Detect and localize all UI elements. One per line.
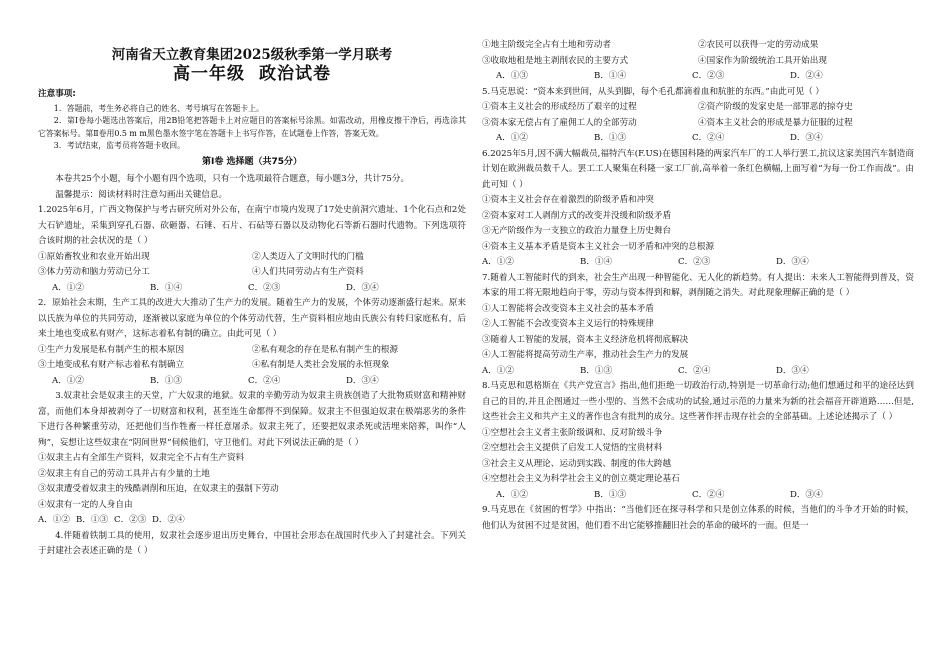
question-options	[482, 426, 914, 488]
question-options	[38, 343, 466, 374]
option: ④资本主义基本矛盾是资本主义社会一切矛盾和冲突的总根源	[482, 241, 715, 252]
option: ③体力劳动和脑力劳动已分工	[38, 267, 150, 278]
option: ②私有观念的存在是私有制产生的根源	[252, 344, 399, 355]
option: ②空想社会主义提供了启发工人觉悟的宝贵材料	[482, 443, 663, 453]
answer-choice: C．②③	[678, 257, 711, 267]
answer-choice: C．②④	[248, 375, 281, 386]
subject-label: 政治试卷	[259, 64, 331, 84]
answer-choice: A．①②	[482, 257, 514, 267]
option: ①资本主义社会的形成经历了艰辛的过程	[482, 102, 637, 112]
option: ④资本主义社会的形成是暴力征服的过程	[698, 117, 853, 128]
answer-choice: A．①②	[52, 282, 84, 293]
question-7	[482, 271, 914, 380]
question-4	[38, 529, 466, 560]
answer-choice: C．②④	[678, 365, 711, 376]
question-stem: 1.2025年6月，广西文物保护与考古研究所对外公布，在南宁市境内发现了17处史前洞穴遗址、1个化石点和2处大石铲遗址，采集到穿孔石器、砍砸器、石锤、石片、石砧等石器以及动物化石等新石器时代遗物。下列选项符合该时期的社会状况的是（ ）	[38, 205, 466, 247]
answer-choice: D．③④	[776, 365, 809, 376]
option: ③土地变成私有财产标志着私有制确立	[38, 360, 185, 371]
answer-choice: C．②③	[248, 282, 281, 293]
option: ④人工智能将提高劳动生产率，推动社会生产力的发展	[482, 350, 689, 360]
answer-choices	[482, 255, 914, 271]
answer-choice: A．①②	[496, 489, 528, 500]
question-stem: 6.2025年5月,因不满大幅裁员,福特汽车(F.US)在德国科隆的两家汽车厂的工人举行罢工,抗议这家美国汽车制造商计划在欧洲裁员数千人。罢工工人聚集在科隆一家工厂前,高举着一条红色横幅,上面写着“为每一份工作而战”。由此可知（ ）	[482, 148, 914, 190]
question-stem: 5.马克思说：“资本来到世间，从头到脚，每个毛孔都滴着血和肮脏的东西。”由此可见（ ）	[482, 86, 824, 97]
option: ②人工智能不会改变资本主义运行的特殊规律	[482, 319, 654, 329]
answer-choice: C．②④	[692, 133, 725, 143]
question-stem: 2．原始社会末期，生产工具的改进大大推动了生产力的发展。随着生产力的发展，个体劳动逐渐盛行起来。原来以氏族为单位的共同劳动，逐渐被以家庭为单位的个体劳动代替，生产资料相应地由氏族公有转归家庭私有，后来土地也变成私有财产，这标志着私有制的确立。由此可见（ ）	[38, 298, 466, 340]
question-stem: 3.奴隶社会是奴隶主的天堂，广大奴隶的地狱。奴隶的辛勤劳动为奴隶主贵族创造了大批物质财富和精神财富，而他们本身却被剥夺了一切财富和权利，甚至连生命都得不到保障。奴隶主不但强迫奴隶在极端恶劣的条件下进行各种繁重劳动，还把他们当作牲畜一样任意屠杀。奴隶主死了，还要把奴隶杀死或活埋来陪葬，叫作“人殉”，妄想让这些奴隶在“阴间世界”伺候他们，守卫他们。对此下列说法正确的是（ ）	[38, 391, 466, 448]
option: ④空想社会主义为科学社会主义的创立奠定理论基石	[482, 474, 680, 484]
answer-choice: A．①②	[52, 375, 84, 386]
answer-choice: D．③④	[346, 375, 379, 386]
question-options	[482, 193, 914, 255]
option: ④奴隶有一定的人身自由	[38, 499, 133, 510]
answer-choices	[482, 69, 914, 85]
question-stem: 9.马克思在《贫困的哲学》中指出：“当他们还在探寻科学和只是创立体系的时候，当他们的斗争才开始的时候，他们认为贫困不过是贫困，他们看不出它能够推翻旧社会的革命的破坏的一面。但是一	[482, 505, 914, 531]
answer-choice: D．③④	[790, 489, 823, 500]
question-6	[482, 147, 914, 271]
question-9	[482, 503, 914, 534]
answer-choice: B．①④	[150, 282, 183, 293]
notes-list	[38, 103, 466, 153]
option: ④私有制是人类社会发展的永恒现象	[252, 360, 390, 371]
answer-choice: B．①③	[150, 375, 183, 386]
question-2	[38, 296, 466, 389]
option: ①人工智能将会改变资本主义社会的基本矛盾	[482, 303, 654, 314]
answer-choice: A．①②	[496, 133, 528, 143]
question-stem: 4.伴随着铁制工具的使用，奴隶社会逐步退出历史舞台，中国社会形态在战国时代步入了封建社会。下列关于封建社会表述正确的是（ ）	[38, 530, 466, 557]
option: ①原始畜牧业和农业开始出现	[38, 251, 150, 262]
answer-choices	[482, 131, 914, 147]
question-5	[482, 85, 914, 147]
answer-choice: B．①③	[580, 365, 613, 376]
question-options	[38, 250, 466, 281]
note-item: 1．答题前，考生务必将自己的姓名、考号填写在答题卡上。	[53, 103, 264, 113]
note-item: 3．考试结束，监考员将答题卡收回。	[53, 141, 186, 151]
left-column	[38, 0, 466, 560]
question-3	[38, 389, 466, 529]
exam-subtitle	[38, 64, 466, 85]
option: ①奴隶主占有全部生产资料，奴隶完全不占有生产资料	[38, 453, 245, 464]
option: ③奴隶遭受着奴隶主的残酷剥削和压迫，在奴隶主的强制下劳动	[38, 484, 279, 495]
question-4-continued	[482, 38, 914, 85]
question-stem: 7.随着人工智能时代的到来，社会生产出现一种智能化、无人化的新趋势。有人提出：未来人工智能得到普及，资本家的用工将无限地趋向于零，劳动与资本得到和解，剥削随之消失。对此现象理解正确的是（ ）	[482, 272, 914, 298]
answer-choice: C．②③	[692, 71, 725, 81]
answer-choice: A．①②	[482, 365, 514, 376]
answer-choices	[38, 374, 466, 390]
answer-choice: B．①④	[580, 257, 613, 267]
answer-choice: A．①③	[496, 71, 528, 81]
question-options	[482, 38, 914, 69]
option: ①地主阶级完全占有土地和劳动者	[482, 40, 611, 50]
right-column	[482, 0, 914, 534]
option: ③无产阶级作为一支独立的政治力量登上历史舞台	[482, 226, 672, 236]
option: ②资本家对工人剥削方式的改变并没缓和阶级矛盾	[482, 210, 672, 221]
answer-choice: B．①③	[594, 489, 627, 500]
question-options	[38, 451, 466, 513]
answer-choice: D．②④	[152, 515, 185, 526]
option: ②资产阶级的发家史是一部罪恶的掠夺史	[698, 102, 853, 112]
answer-choice: D．③④	[346, 282, 379, 293]
section-title: 第Ⅰ卷 选择题（共75分）	[201, 156, 302, 167]
answer-choices	[38, 281, 466, 297]
option: ③社会主义从理论、运动到实践、制度的伟大跨越	[482, 458, 672, 469]
option: ③随着人工智能的发展，资本主义经济危机将彻底解决	[482, 334, 689, 345]
option: ②人类迈入了文明时代的门槛	[252, 251, 364, 262]
answer-choices	[482, 364, 914, 380]
answer-choice: D．③④	[790, 133, 823, 143]
question-options	[482, 100, 914, 131]
option: ③收取地租是地主剥削农民的主要方式	[482, 55, 629, 66]
answer-choice: D．③④	[776, 257, 809, 267]
question-1	[38, 203, 466, 296]
answer-choice: D．②④	[790, 71, 823, 81]
notes-heading: 注意事项:	[38, 89, 76, 99]
answer-choices	[482, 488, 914, 504]
option: ①生产力发展是私有制产生的根本原因	[38, 344, 185, 355]
exam-title: 河南省天立教育集团2025级秋季第一学月联考	[111, 47, 393, 63]
section-intro: 本卷共25个小题，每个小题有四个选项，只有一个选项最符合题意，每小题3分，共计75分。	[55, 174, 410, 185]
note-item: 2．第Ⅰ卷每小题选出答案后，用2B铅笔把答题卡上对应题目的答案标号涂黑。如需改动，用橡皮擦干净后，再选涂其它答案标号。第Ⅱ卷用0.5 m m黑色墨水签字笔在答题卡上书写作答，在试题卷上作答，答案无效。	[38, 116, 466, 138]
grade-label: 高一年级	[173, 64, 245, 84]
answer-choices	[38, 513, 466, 529]
option: ②奴隶主有自己的劳动工具并占有少量的土地	[38, 468, 210, 479]
option: ②农民可以获得一定的劳动成果	[698, 40, 819, 50]
option: ①资本主义社会存在着激烈的阶级矛盾和冲突	[482, 195, 654, 205]
question-stem: 8.马克思和恩格斯在《共产党宣言》指出,他们拒绝一切政治行动,特别是一切革命行动;他们想通过和平的途径达到自己的目的,并且企图通过一些小型的、当然不会成功的试验,通过示范的力量来为新的社会福音开辟道路……但是,这些社会主义和共产主义的著作也含有批判的成分。这些著作抨击现存社会的全部基础。上述论述揭示了（ ）	[482, 381, 914, 422]
question-options	[482, 302, 914, 364]
option: ④国家作为阶级统治工具开始出现	[698, 55, 827, 66]
option: ①空想社会主义者主张阶级调和、反对阶级斗争	[482, 427, 663, 438]
answer-choice: C．②③	[114, 515, 147, 526]
answer-choice: B．①③	[76, 515, 109, 526]
question-8	[482, 379, 914, 503]
answer-choice: B．①③	[594, 133, 627, 143]
answer-choice: B．①④	[594, 71, 627, 81]
option: ④人们共同劳动占有生产资料	[252, 267, 364, 278]
option: ③资本家无偿占有了雇佣工人的全部劳动	[482, 117, 637, 128]
answer-choice: A．①②	[38, 515, 70, 526]
answer-choice: C．②④	[692, 489, 725, 500]
section-tip: 温馨提示：阅读材料时注意勾画出关键信息。	[55, 189, 228, 200]
